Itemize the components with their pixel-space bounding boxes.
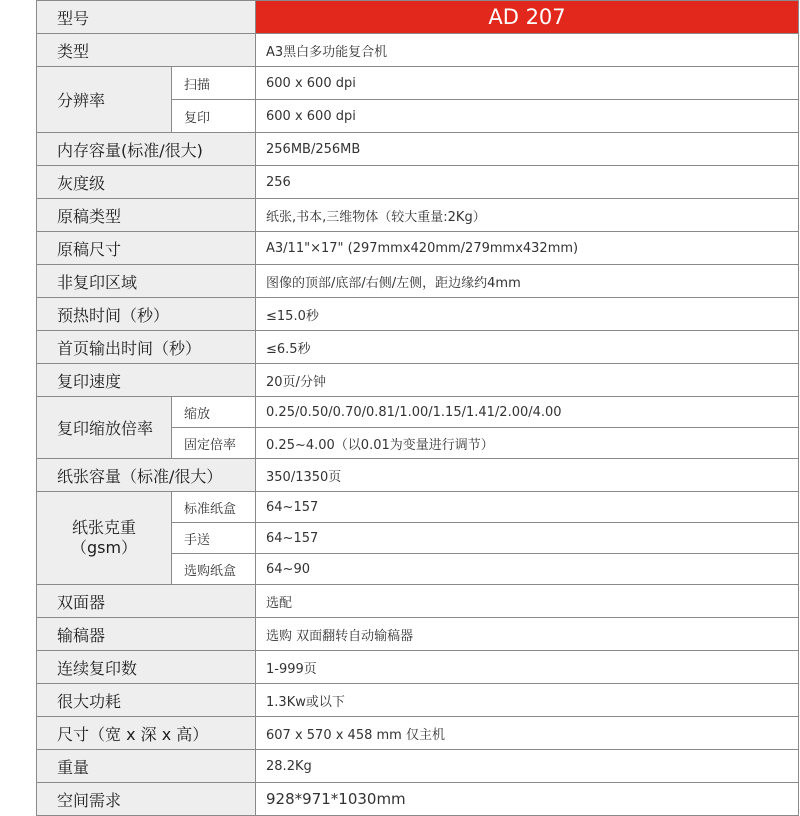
row-space <box>37 783 799 816</box>
resolution-label: 分辨率 <box>37 67 172 133</box>
standard-tray-label: 标准纸盒 <box>172 492 256 523</box>
original-size-label: 原稿尺寸 <box>37 232 256 265</box>
row-first-copy <box>37 331 799 364</box>
row-dimensions <box>37 717 799 750</box>
row-zoom <box>37 397 799 428</box>
memory-value: 256MB/256MB <box>256 133 799 166</box>
memory-label: 内存容量(标准/很大) <box>37 133 256 166</box>
continuous-copy-label: 连续复印数 <box>37 651 256 684</box>
row-adf <box>37 618 799 651</box>
optional-tray-value: 64~90 <box>256 554 799 585</box>
duplex-value: 选配 <box>256 585 799 618</box>
row-original-size <box>37 232 799 265</box>
row-weight <box>37 750 799 783</box>
space-label: 空间需求 <box>37 783 256 816</box>
zoom-value: 0.25/0.50/0.70/0.81/1.00/1.15/1.41/2.00/4.00 <box>256 397 799 428</box>
fixed-ratio-value: 0.25~4.00（以0.01为变量进行调节） <box>256 428 799 459</box>
row-original-type <box>37 199 799 232</box>
dimensions-label: 尺寸（宽 x 深 x 高） <box>37 717 256 750</box>
original-type-value: 纸张,书本,三维物体（较大重量:2Kg） <box>256 199 799 232</box>
warmup-label: 预热时间（秒） <box>37 298 256 331</box>
non-copy-value: 图像的顶部/底部/右侧/左侧，距边缘约4mm <box>256 265 799 298</box>
optional-tray-label: 选购纸盒 <box>172 554 256 585</box>
model-name: AD 207 <box>256 1 799 34</box>
row-continuous-copy <box>37 651 799 684</box>
type-label: 类型 <box>37 34 256 67</box>
gray-value: 256 <box>256 166 799 199</box>
first-copy-value: ≤6.5秒 <box>256 331 799 364</box>
row-type <box>37 34 799 67</box>
row-resolution-scan <box>37 67 799 100</box>
original-size-value: A3/11"×17" (297mmx420mm/279mmx432mm) <box>256 232 799 265</box>
adf-label: 输稿器 <box>37 618 256 651</box>
model-label: 型号 <box>37 1 256 34</box>
row-model <box>37 1 799 34</box>
gray-label: 灰度级 <box>37 166 256 199</box>
row-memory <box>37 133 799 166</box>
power-value: 1.3Kw或以下 <box>256 684 799 717</box>
row-duplex <box>37 585 799 618</box>
row-power <box>37 684 799 717</box>
weight-label: 重量 <box>37 750 256 783</box>
non-copy-label: 非复印区域 <box>37 265 256 298</box>
adf-value: 选购 双面翻转自动输稿器 <box>256 618 799 651</box>
row-paper-capacity <box>37 459 799 492</box>
fixed-ratio-label: 固定倍率 <box>172 428 256 459</box>
paper-weight-label <box>37 492 172 585</box>
speed-label: 复印速度 <box>37 364 256 397</box>
paper-weight-label-line2: （gsm） <box>70 538 138 557</box>
scan-value: 600 x 600 dpi <box>256 67 799 100</box>
paper-capacity-value: 350/1350页 <box>256 459 799 492</box>
row-gray <box>37 166 799 199</box>
paper-weight-label-line1: 纸张克重 <box>71 518 136 537</box>
weight-value: 28.2Kg <box>256 750 799 783</box>
power-label: 很大功耗 <box>37 684 256 717</box>
copy-value: 600 x 600 dpi <box>256 100 799 133</box>
row-warmup <box>37 298 799 331</box>
original-type-label: 原稿类型 <box>37 199 256 232</box>
warmup-value: ≤15.0秒 <box>256 298 799 331</box>
speed-value: 20页/分钟 <box>256 364 799 397</box>
scan-label: 扫描 <box>172 67 256 100</box>
manual-feed-value: 64~157 <box>256 523 799 554</box>
copy-label: 复印 <box>172 100 256 133</box>
manual-feed-label: 手送 <box>172 523 256 554</box>
paper-capacity-label: 纸张容量（标准/很大） <box>37 459 256 492</box>
space-value: 928*971*1030mm <box>256 783 799 816</box>
spec-table <box>36 0 799 816</box>
dimensions-value: 607 x 570 x 458 mm 仅主机 <box>256 717 799 750</box>
row-non-copy-area <box>37 265 799 298</box>
row-paper-weight-tray <box>37 492 799 523</box>
zoom-sub-label: 缩放 <box>172 397 256 428</box>
continuous-copy-value: 1-999页 <box>256 651 799 684</box>
row-speed <box>37 364 799 397</box>
duplex-label: 双面器 <box>37 585 256 618</box>
zoom-label: 复印缩放倍率 <box>37 397 172 459</box>
first-copy-label: 首页输出时间（秒） <box>37 331 256 364</box>
standard-tray-value: 64~157 <box>256 492 799 523</box>
type-value: A3黑白多功能复合机 <box>256 34 799 67</box>
